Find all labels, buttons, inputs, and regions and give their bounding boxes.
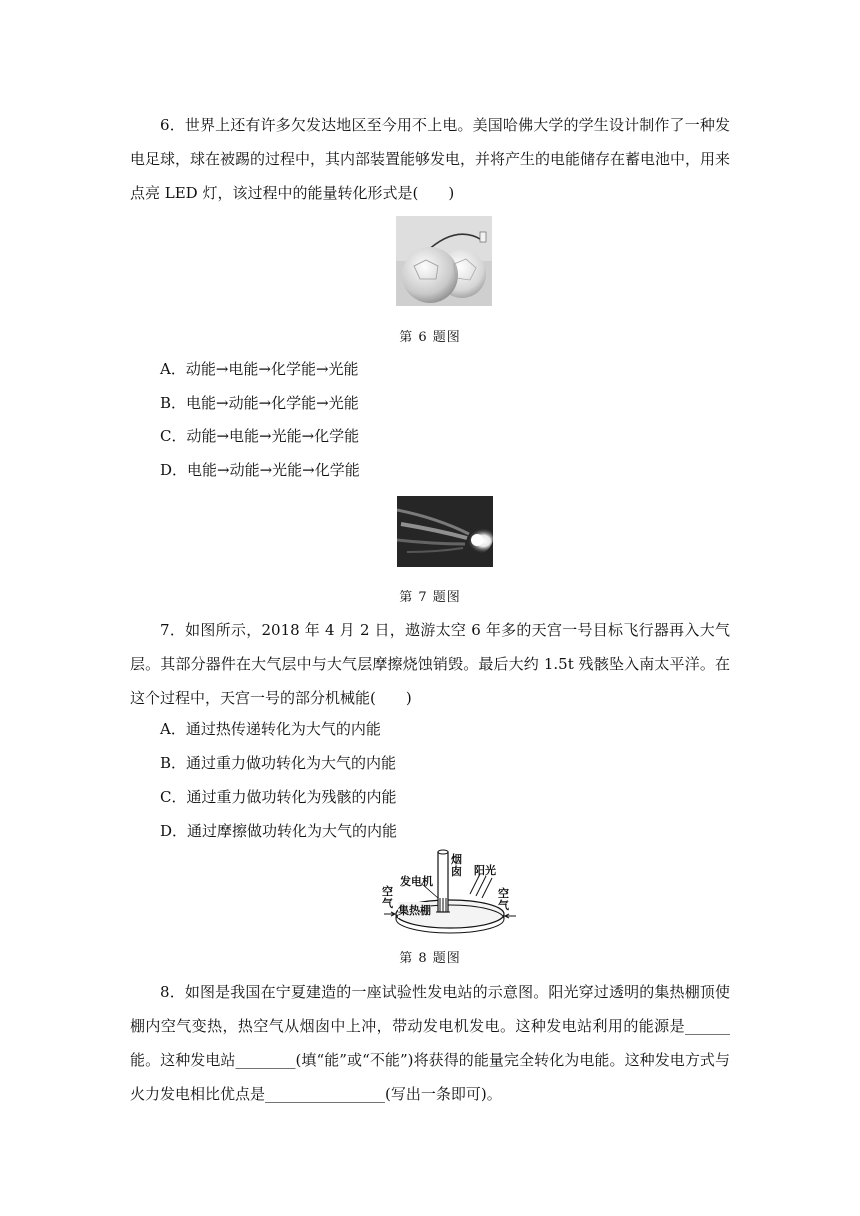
- q7-reentry-photo: [397, 496, 493, 567]
- q6-option-d: D．电能→动能→光能→化学能: [160, 461, 360, 479]
- q6-option-c: C．动能→电能→光能→化学能: [160, 427, 360, 445]
- q8-label-greenhouse: 集热棚: [398, 904, 431, 917]
- q6-figure-caption: 第 6 题图: [399, 330, 461, 345]
- q8-label-air-left: 空 气: [382, 885, 393, 910]
- q7-option-b: B．通过重力做功转化为大气的内能: [160, 754, 397, 772]
- q7-option-a: A．通过热传递转化为大气的内能: [160, 720, 381, 738]
- q8-label-chimney: 烟 囱: [451, 853, 462, 878]
- q8-label-sunlight: 阳光: [474, 864, 496, 877]
- q8-figure-caption: 第 8 题图: [399, 951, 461, 966]
- q8-label-generator: 发电机: [400, 875, 433, 888]
- q6-stem: 6．世界上还有许多欠发达地区至今用不上电。美国哈佛大学的学生设计制作了一种发电足球，球在被踢的过程中，其内部装置能够发电，并将产生的电能储存在蓄电池中，用来点亮 LED 灯，该过程中的能量转化形式是( ): [130, 116, 731, 202]
- q8-solar-chimney-diagram: [378, 846, 520, 938]
- q7-stem: 7．如图所示，2018 年 4 月 2 日，遨游太空 6 年多的天宫一号目标飞行器再入大气层。其部分器件在大气层中与大气层摩擦烧蚀销毁。最后大约 1.5t 残骸坠入南太平洋。在这个过程中，天宫一号的部分机械能( ): [130, 621, 730, 707]
- q7-option-d: D．通过摩擦做功转化为大气的内能: [160, 822, 398, 840]
- q6-option-b: B．电能→动能→化学能→光能: [160, 394, 359, 412]
- q7-option-c: C．通过重力做功转化为残骸的内能: [160, 788, 397, 806]
- q6-football-photo: [396, 216, 492, 306]
- q8-label-air-right: 空 气: [498, 887, 509, 912]
- q6-option-a: A．动能→电能→化学能→光能: [160, 360, 359, 378]
- q8-stem: 8．如图是我国在宁夏建造的一座试验性发电站的示意图。阳光穿过透明的集热棚顶使棚内空气变热，热空气从烟囱中上冲，带动发电机发电。这种发电站利用的能源是______能。这种发电站________(填“能”或“不能”)将获得的能量完全转化为电能。这种发电方式与火力发电相比优点是________________(写出一条即可)。: [130, 983, 730, 1103]
- q7-figure-caption: 第 7 题图: [399, 590, 461, 605]
